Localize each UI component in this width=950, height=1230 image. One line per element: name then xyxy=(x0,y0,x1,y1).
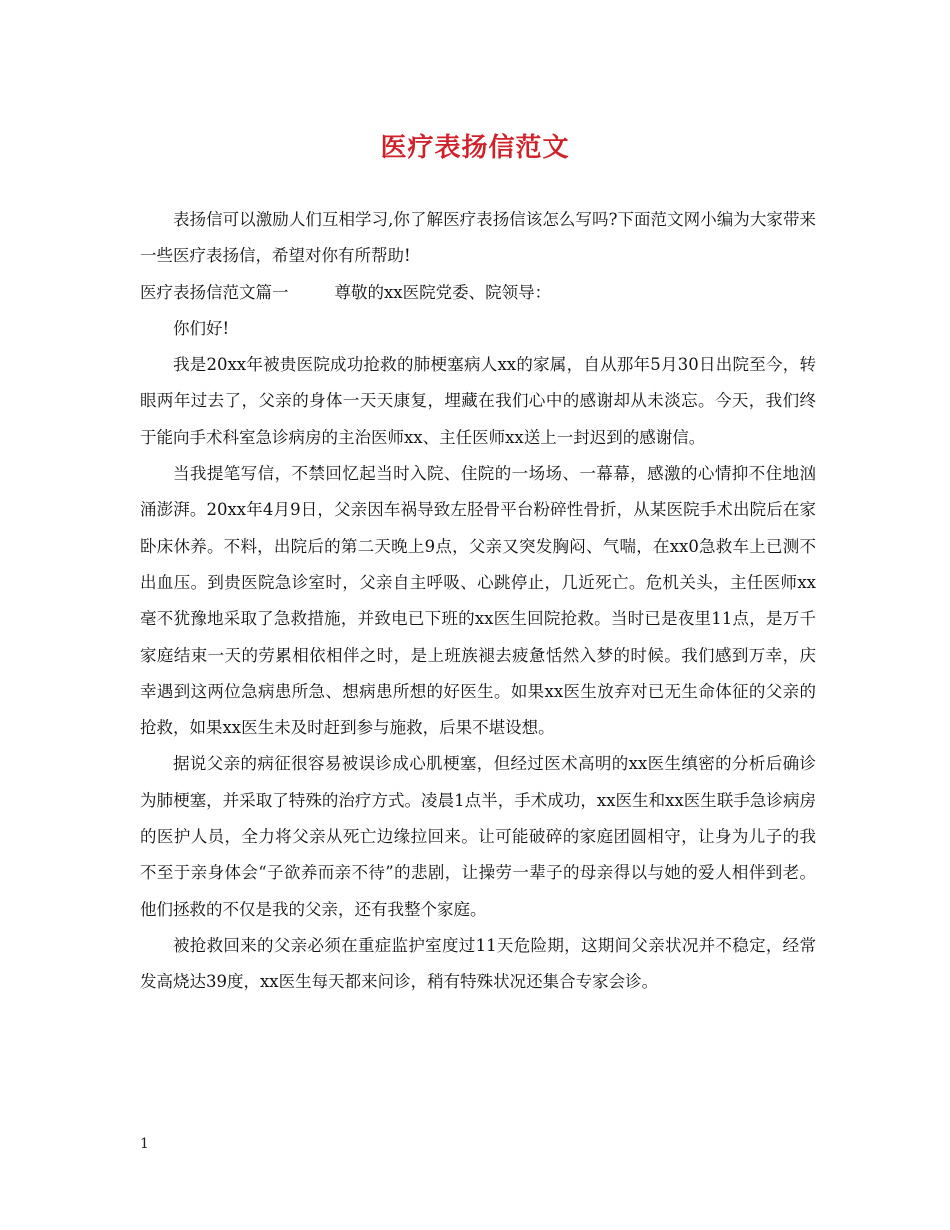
salutation: 尊敬的xx医院党委、院领导： xyxy=(334,282,552,302)
body-paragraph-3: 据说父亲的病征很容易被误诊成心肌梗塞，但经过医术高明的xx医生缜密的分析后确诊为肺梗塞，并采取了特殊的治疗方式。凌晨1点半，手术成功，xx医生和xx医生联手急诊病房的医护人员，全力将父亲从死亡边缘拉回来。让可能破碎的家庭团圆相守，让身为儿子的我不至于亲身体会“子欲养而亲不待”的悲剧，让操劳一辈子的母亲得以与她的爱人相伴到老。他们拯救的不仅是我的父亲，还有我整个家庭。 xyxy=(140,754,816,919)
body-paragraph-4: 被抢救回来的父亲必须在重症监护室度过11天危险期，这期间父亲状况并不稳定，经常发高烧达39度，xx医生每天都来问诊，稍有特殊状况还集合专家会诊。 xyxy=(140,935,816,992)
document-title: 医疗表扬信范文 xyxy=(380,133,570,163)
section-heading: 医疗表扬信范文篇一 xyxy=(140,282,289,302)
page-number: 1 xyxy=(140,1136,149,1152)
section-heading-line xyxy=(140,275,816,311)
document-body xyxy=(140,202,816,1001)
body-paragraph-1: 我是20xx年被贵医院成功抢救的肺梗塞病人xx的家属，自从那年5月30日出院至今，转眼两年过去了，父亲的身体一天天康复，埋藏在我们心中的感谢却从未淡忘。今天，我们终于能向手术科室急诊病房的主治医师xx、主任医师xx送上一封迟到的感谢信。 xyxy=(140,355,816,447)
body-paragraph-2: 当我提笔写信，不禁回忆起当时入院、住院的一场场、一幕幕，感激的心情抑不住地汹涌澎湃。20xx年4月9日，父亲因车祸导致左胫骨平台粉碎性骨折，从某医院手术出院后在家卧床休养。不料，出院后的第二天晚上9点，父亲又突发胸闷、气喘，在xx0急救车上已测不出血压。到贵医院急诊室时，父亲自主呼吸、心跳停止，几近死亡。危机关头，主任医师xx毫不犹豫地采取了急救措施，并致电已下班的xx医生回院抢救。当时已是夜里11点，是万千家庭结束一天的劳累相依相伴之时，是上班族褪去疲惫恬然入梦的时候。我们感到万幸，庆幸遇到这两位急病患所急、想病患所想的好医生。如果xx医生放弃对已无生命体征的父亲的抢救，如果xx医生未及时赶到参与施救，后果不堪设想。 xyxy=(140,464,816,738)
intro-paragraph: 表扬信可以激励人们互相学习,你了解医疗表扬信该怎么写吗?下面范文网小编为大家带来一些医疗表扬信，希望对你有所帮助! xyxy=(140,210,816,266)
greeting-paragraph: 你们好! xyxy=(173,318,230,338)
